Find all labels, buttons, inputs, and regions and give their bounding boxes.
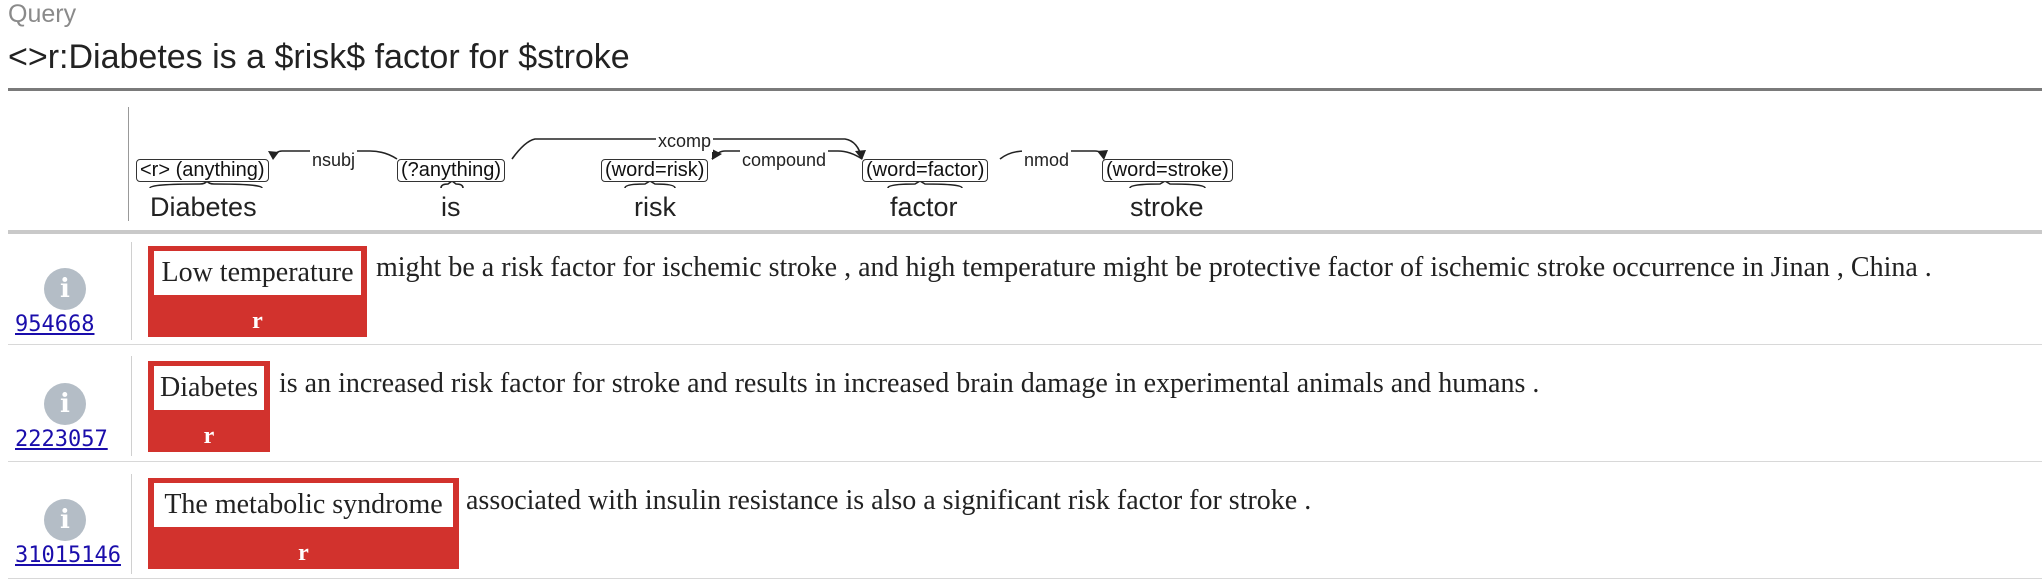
arc-label-xcomp: xcomp [658, 131, 712, 151]
row-divider [131, 356, 132, 456]
result-sentence: associated with insulin resistance is also a significant risk factor for stroke . [466, 485, 1312, 516]
capture-label: r [298, 540, 309, 566]
token-word-factor: factor [890, 192, 958, 222]
row-separator [8, 461, 2042, 462]
result-sentence: is an increased risk factor for stroke and results in increased brain damage in experimental animals and humans . [279, 368, 1540, 399]
capture-text: The metabolic syndrome [154, 483, 453, 527]
token-box-diabetes[interactable]: <r> (anything) [136, 159, 269, 182]
capture-text: Low temperature [154, 251, 361, 295]
capture-text: Diabetes [154, 366, 264, 410]
info-icon[interactable]: i [44, 268, 86, 310]
row-divider [131, 474, 132, 574]
arc-label-nmod: nmod [1024, 150, 1070, 170]
row-separator [8, 344, 2042, 345]
row-divider [131, 242, 132, 340]
token-box-is[interactable]: (?anything) [397, 159, 505, 182]
capture-r[interactable] [148, 246, 367, 337]
token-word-stroke: stroke [1130, 192, 1204, 222]
doc-id-link[interactable]: 2223057 [15, 427, 108, 452]
token-box-stroke[interactable]: (word=stroke) [1102, 159, 1233, 182]
query-graph [0, 91, 2042, 233]
query-label: Query [8, 0, 77, 28]
token-word-is: is [441, 192, 461, 222]
query-input[interactable]: <>r:Diabetes is a $risk$ factor for $stroke [8, 38, 630, 76]
token-word-diabetes: Diabetes [150, 192, 257, 222]
capture-label: r [203, 423, 215, 449]
arc-label-compound: compound [742, 150, 827, 170]
token-box-risk[interactable]: (word=risk) [601, 159, 708, 182]
capture-r[interactable] [148, 361, 270, 452]
results-divider [8, 230, 2042, 234]
dependency-arcs [0, 91, 2042, 233]
result-sentence: might be a risk factor for ischemic stroke , and high temperature might be protective factor of ischemic stroke occurrence in Jinan , China . [376, 252, 1932, 283]
arc-label-nsubj: nsubj [312, 150, 356, 170]
info-icon[interactable]: i [44, 499, 86, 541]
doc-id-link[interactable]: 31015146 [15, 543, 121, 568]
capture-label: r [252, 308, 263, 334]
token-box-factor[interactable]: (word=factor) [862, 159, 988, 182]
info-icon[interactable]: i [44, 383, 86, 425]
doc-id-link[interactable]: 954668 [15, 312, 95, 337]
row-separator [8, 578, 2042, 579]
capture-r[interactable] [148, 478, 459, 569]
token-word-risk: risk [634, 192, 676, 222]
